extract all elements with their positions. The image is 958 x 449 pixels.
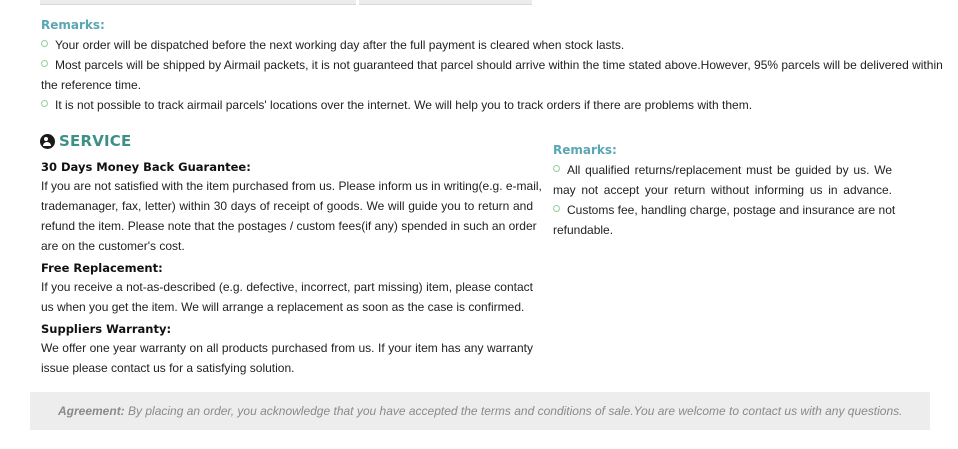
agreement-body: By placing an order, you acknowledge that you have accepted the terms and conditions of sale.You are welcome to contact us with any questions. <box>124 404 903 418</box>
service-title: SERVICE <box>59 132 132 150</box>
list-item <box>41 35 624 55</box>
free-replacement-text <box>41 277 533 317</box>
text-line: If you are not satisfied with the item purchased from us. Please inform us in writing(e.g. e-mail, <box>41 179 542 193</box>
list-item-text: Customs fee, handling charge, postage and insurance are not <box>567 203 896 217</box>
free-replacement-heading: Free Replacement: <box>41 261 163 275</box>
text-line: are on the customer's cost. <box>41 239 185 253</box>
list-item-continuation <box>41 75 141 95</box>
bullet-icon <box>41 100 48 107</box>
bullet-icon <box>553 165 560 172</box>
service-remarks-title: Remarks: <box>553 143 617 157</box>
text-line: us when you get the item. We will arrange a replacement as soon as the case is confirmed. <box>41 300 525 314</box>
bullet-icon <box>41 40 48 47</box>
list-item-text: Most parcels will be shipped by Airmail packets, it is not guaranteed that parcel should arrive within the time stated above.However, 95% parcels will be delivered within <box>55 58 943 72</box>
text-line: If you receive a not-as-described (e.g. defective, incorrect, part missing) item, please contact <box>41 280 533 294</box>
agreement-label: Agreement: <box>58 404 125 418</box>
list-item-text: It is not possible to track airmail parcels' locations over the internet. We will help you to track orders if there are problems with them. <box>55 98 753 112</box>
text-line <box>553 160 892 180</box>
shipping-remarks-title: Remarks: <box>41 18 105 32</box>
service-heading <box>40 130 131 152</box>
text-line: trademanager, fax, letter) within 30 days of receipt of goods. We will guide you to return and <box>41 199 533 213</box>
list-item-text: Your order will be dispatched before the next working day after the full payment is cleared when stock lasts. <box>55 38 625 52</box>
list-item <box>41 95 752 115</box>
list-item-text: the reference time. <box>41 78 142 92</box>
warranty-text <box>41 338 533 378</box>
service-remarks-text <box>553 160 896 240</box>
list-item-text: All qualified returns/replacement must be guided by us. We <box>567 163 892 177</box>
list-item <box>41 55 943 75</box>
agreement-text <box>58 404 903 418</box>
money-back-text <box>41 176 542 256</box>
bullet-icon <box>553 205 560 212</box>
money-back-heading: 30 Days Money Back Guarantee: <box>41 160 251 174</box>
users-icon <box>40 134 55 149</box>
bullet-icon <box>41 60 48 67</box>
text-line: may not accept your return without informing us in advance. <box>553 183 892 197</box>
agreement-box <box>30 392 930 430</box>
text-line: refundable. <box>553 223 614 237</box>
text-line <box>553 200 896 220</box>
text-line: refund the item. Please note that the postages / custom fees(if any) spended in such an order <box>41 219 537 233</box>
text-line: issue please contact us for a satisfying solution. <box>41 361 295 375</box>
text-line: We offer one year warranty on all products purchased from us. If your item has any warranty <box>41 341 533 355</box>
table-cell-edge <box>359 0 532 5</box>
warranty-heading: Suppliers Warranty: <box>41 322 172 336</box>
table-cell-edge <box>40 0 356 5</box>
